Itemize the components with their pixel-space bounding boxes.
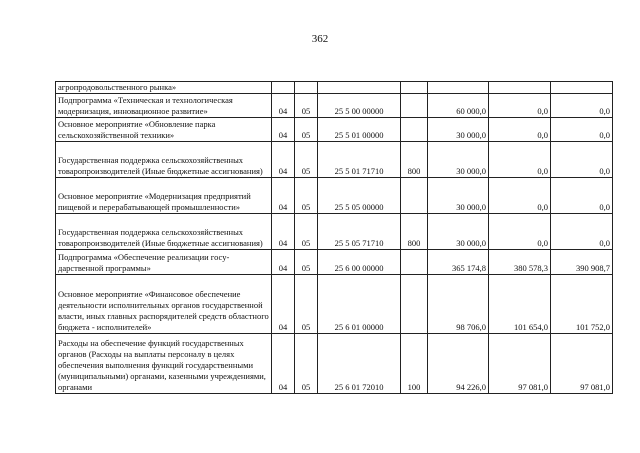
target-item-code-cell: 25 5 05 71710: [318, 214, 401, 250]
expense-type-code-cell: 100: [401, 334, 428, 394]
amount-year1-cell: 98 706,0: [428, 275, 489, 334]
table-row: [56, 334, 613, 394]
table-row: [56, 118, 613, 142]
amount-year1-cell: 30 000,0: [428, 142, 489, 178]
amount-year2-cell: [489, 82, 551, 94]
section-code-cell: 04: [272, 250, 295, 275]
amount-year1-cell: 30 000,0: [428, 118, 489, 142]
row-name-cell: Основное мероприятие «Модернизация предприятий пищевой и перерабатывающей промышленности»: [56, 178, 272, 214]
target-item-code-cell: 25 6 01 72010: [318, 334, 401, 394]
target-item-code-cell: 25 5 01 00000: [318, 118, 401, 142]
section-code-cell: 04: [272, 118, 295, 142]
subsection-code-cell: 05: [295, 142, 318, 178]
budget-table: [55, 81, 613, 394]
row-name-cell: агропродовольственного рынка»: [56, 82, 272, 94]
expense-type-code-cell: 800: [401, 214, 428, 250]
section-code-cell: 04: [272, 214, 295, 250]
subsection-code-cell: 05: [295, 334, 318, 394]
expense-type-code-cell: [401, 118, 428, 142]
amount-year2-cell: 0,0: [489, 142, 551, 178]
amount-year2-cell: 0,0: [489, 178, 551, 214]
expense-type-code-cell: [401, 178, 428, 214]
expense-type-code-cell: [401, 82, 428, 94]
target-item-code-cell: 25 6 00 00000: [318, 250, 401, 275]
table-row: [56, 178, 613, 214]
row-name-cell: Основное мероприятие «Обновление парка сельскохозяйственной техники»: [56, 118, 272, 142]
amount-year1-cell: [428, 82, 489, 94]
table-row: [56, 275, 613, 334]
subsection-code-cell: 05: [295, 94, 318, 118]
expense-type-code-cell: [401, 250, 428, 275]
subsection-code-cell: 05: [295, 214, 318, 250]
row-name-cell: Подпрограмма «Обеспечение реализации государственной программы»: [56, 250, 272, 275]
amount-year2-cell: 0,0: [489, 118, 551, 142]
table-row: [56, 214, 613, 250]
target-item-code-cell: 25 5 05 00000: [318, 178, 401, 214]
row-name-cell: Государственная поддержка сельскохозяйственных товаропроизводителей (Иные бюджетные ассигнования): [56, 142, 272, 178]
amount-year1-cell: 30 000,0: [428, 178, 489, 214]
section-code-cell: 04: [272, 178, 295, 214]
amount-year2-cell: 97 081,0: [489, 334, 551, 394]
target-item-code-cell: 25 6 01 00000: [318, 275, 401, 334]
subsection-code-cell: [295, 82, 318, 94]
row-name-cell: Подпрограмма «Техническая и технологическая модернизация, инновационное развитие»: [56, 94, 272, 118]
expense-type-code-cell: [401, 94, 428, 118]
amount-year3-cell: 101 752,0: [551, 275, 613, 334]
amount-year2-cell: 101 654,0: [489, 275, 551, 334]
section-code-cell: 04: [272, 275, 295, 334]
section-code-cell: [272, 82, 295, 94]
table-row: [56, 142, 613, 178]
amount-year1-cell: 94 226,0: [428, 334, 489, 394]
table-row: [56, 94, 613, 118]
amount-year2-cell: 0,0: [489, 214, 551, 250]
amount-year3-cell: 0,0: [551, 94, 613, 118]
table-row: [56, 82, 613, 94]
subsection-code-cell: 05: [295, 275, 318, 334]
section-code-cell: 04: [272, 334, 295, 394]
table-row: [56, 250, 613, 275]
amount-year3-cell: 97 081,0: [551, 334, 613, 394]
amount-year3-cell: [551, 82, 613, 94]
amount-year1-cell: 60 000,0: [428, 94, 489, 118]
amount-year3-cell: 0,0: [551, 178, 613, 214]
amount-year1-cell: 30 000,0: [428, 214, 489, 250]
amount-year2-cell: 0,0: [489, 94, 551, 118]
subsection-code-cell: 05: [295, 178, 318, 214]
amount-year3-cell: 0,0: [551, 118, 613, 142]
target-item-code-cell: [318, 82, 401, 94]
expense-type-code-cell: [401, 275, 428, 334]
section-code-cell: 04: [272, 142, 295, 178]
row-name-cell: Государственная поддержка сельскохозяйственных товаропроизводителей (Иные бюджетные ассигнования): [56, 214, 272, 250]
amount-year3-cell: 390 908,7: [551, 250, 613, 275]
row-name-cell: Расходы на обеспечение функций государственных органов (Расходы на выплаты персоналу в целях обеспечения выполнения функций государственными (муниципальными) органами, казенными учреждениями, органами: [56, 334, 272, 394]
section-code-cell: 04: [272, 94, 295, 118]
expense-type-code-cell: 800: [401, 142, 428, 178]
subsection-code-cell: 05: [295, 250, 318, 275]
page-number: 362: [311, 33, 329, 45]
row-name-cell: Основное мероприятие «Финансовое обеспечение деятельности исполнительных органов государственной власти, иных главных распорядителей средств областного бюджета - исполнителей»: [56, 275, 272, 334]
subsection-code-cell: 05: [295, 118, 318, 142]
target-item-code-cell: 25 5 01 71710: [318, 142, 401, 178]
amount-year1-cell: 365 174,8: [428, 250, 489, 275]
amount-year2-cell: 380 578,3: [489, 250, 551, 275]
amount-year3-cell: 0,0: [551, 214, 613, 250]
amount-year3-cell: 0,0: [551, 142, 613, 178]
target-item-code-cell: 25 5 00 00000: [318, 94, 401, 118]
